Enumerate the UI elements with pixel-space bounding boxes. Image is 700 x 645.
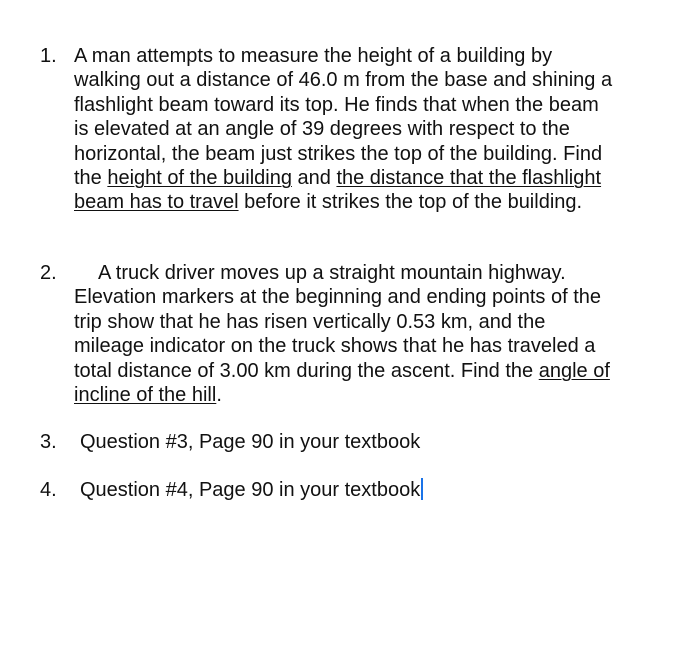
text-line: trip show that he has risen vertically 0.53 km, and the — [74, 310, 546, 333]
question-text[interactable] — [74, 478, 670, 502]
list-number: 4. — [40, 479, 57, 501]
underlined-phrase: the distance that the flashlight — [336, 166, 602, 189]
text-line: Elevation markers at the beginning and ending points of the — [74, 286, 602, 309]
text-line: walking out a distance of 46.0 m from the base and shining a — [74, 69, 613, 92]
text-run: before it strikes the top of the building. — [238, 191, 583, 214]
text-run: total distance of 3.00 km during the ascent. Find the — [74, 359, 539, 382]
text-line: A truck driver moves up a straight mountain highway. — [98, 262, 566, 284]
underlined-phrase: beam has to travel — [74, 191, 239, 214]
underlined-phrase: angle of — [538, 359, 610, 382]
list-number: 3. — [40, 431, 57, 453]
text-line: mileage indicator on the truck shows that he has traveled a — [74, 335, 596, 358]
text-line: flashlight beam toward its top. He finds that when the beam — [74, 93, 599, 116]
question-text[interactable] — [74, 261, 670, 407]
question-text[interactable] — [74, 44, 670, 215]
text-run: and — [291, 166, 337, 189]
text-cursor — [421, 478, 423, 500]
text-line: is elevated at an angle of 39 degrees with respect to the — [74, 118, 570, 141]
text-run: the — [74, 166, 108, 189]
underlined-phrase: incline of the hill — [74, 383, 217, 406]
text-line: A man attempts to measure the height of a building by — [74, 45, 553, 67]
list-number: 2. — [40, 262, 57, 284]
list-number: 1. — [40, 45, 57, 67]
text-run: . — [216, 383, 222, 406]
question-text[interactable] — [74, 430, 670, 454]
underlined-phrase: height of the building — [107, 166, 292, 189]
text-line: Question #4, Page 90 in your textbook — [80, 479, 421, 501]
text-line: Question #3, Page 90 in your textbook — [80, 431, 421, 453]
text-line: horizontal, the beam just strikes the top of the building. Find — [74, 142, 603, 165]
